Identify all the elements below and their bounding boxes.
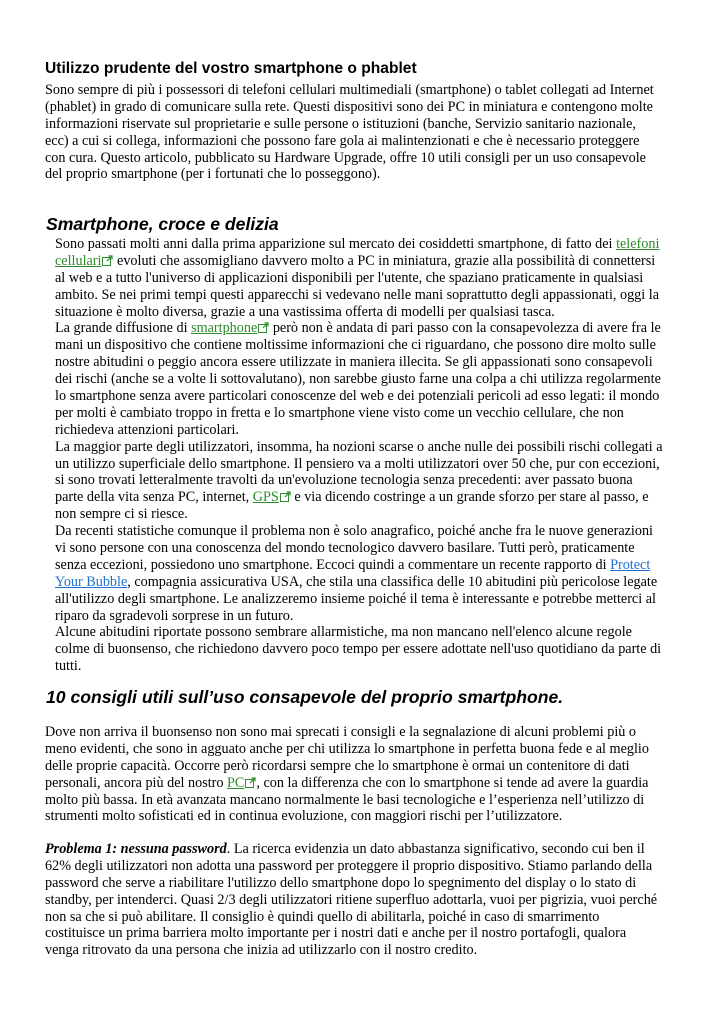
intro-paragraph — [45, 82, 654, 183]
intro-line: Sono sempre di più i possessori di telefoni cellulari multimediali (smartphone) o tablet collegati ad Internet — [45, 82, 654, 98]
external-link-icon[interactable] — [280, 490, 291, 507]
body-line: Alcune abitudini riportate possono sembrare allarmistiche, ma non mancano nell'elenco alcune regole — [55, 624, 632, 641]
body-line — [55, 489, 663, 506]
body-line: non sa che si può abilitare. Il consiglio è quindi quello di abilitarla, poiché in caso di smarrimento — [45, 908, 600, 925]
body-line: non sempre ci si riesce. — [55, 506, 188, 523]
body-line: per molti è cambiato troppo in fretta e lo smartphone viene visto come un vecchio cellulare, che non — [55, 404, 624, 421]
body-line: password che serve a riabilitare l'utilizzo dello smartphone dopo lo spegnimento del display o lo stato di — [45, 874, 637, 891]
text-run: , con la differenza che con lo smartphone si tende ad avere la guardia — [256, 774, 649, 791]
body-line — [55, 557, 663, 574]
body-line: 62% degli utilizzatori non adotta una password per proteggere il proprio dispositivo. Stiamo parlando della — [45, 857, 653, 874]
text-run: La grande diffusione di — [55, 320, 192, 337]
text-run: Sono passati molti anni dalla prima apparizione sul mercato dei cosiddetti smartphone, di fatto dei — [55, 236, 617, 252]
body-line: al web e a tutto l'universo di applicazioni disponibili per l'utente, che spaziano praticamente in qualsiasi — [55, 269, 644, 286]
text-run: senza eccezioni, possiedono uno smartphone. Eccoci quindi a commentare un recente rapporto di — [55, 556, 611, 573]
intro-line: con cura. Questo articolo, pubblicato su Hardware Upgrade, offre 10 utili consigli per un uso consapevole — [45, 149, 646, 166]
body-line — [55, 253, 663, 270]
text-run: però non è andata di pari passo con la consapevolezza di avere fra le — [269, 320, 661, 337]
body-line — [55, 236, 663, 253]
section-title-10-consigli: 10 consigli utili sull’uso consapevole del proprio smartphone. — [46, 687, 564, 707]
body-line: La maggior parte degli utilizzatori, insomma, ha nozioni scarse o anche nulle dei possibili rischi collegati a — [55, 438, 663, 455]
text-run: , compagnia assicurativa USA, che stila una classifica delle 10 abitudini più pericolose legate — [127, 573, 658, 590]
link-telefoni-cellulari[interactable]: telefoni — [616, 236, 660, 252]
body-line: si sono trovati letteralmente travolti da un'evoluzione tecnologia senza precedenti: aver passato buona — [55, 472, 633, 489]
problema-1-paragraph — [45, 841, 657, 959]
body-line: vi sono persone con una conoscenza del mondo tecnologico davvero basilare. Tutti però, praticamente — [55, 540, 635, 557]
text-run: personali, ancora più del nostro — [45, 774, 228, 791]
body-line: tutti. — [55, 658, 82, 675]
link-smartphone[interactable]: smartphone — [191, 320, 258, 337]
external-link-icon[interactable] — [245, 776, 256, 793]
body-line: colme di buonsenso, che richiedono davvero poco tempo per essere adottate nell'uso quotidiano da parte di — [55, 641, 662, 658]
section-title-croce-delizia: Smartphone, croce e delizia — [46, 214, 279, 234]
text-run: . La ricerca evidenzia un dato abbastanza significativo, secondo cui ben il — [226, 841, 645, 857]
body-line: dei rischi (anche se a volte li sottovalutano), non sarebbe giusto farne una colpa a chi utilizza regolarmente — [55, 371, 661, 388]
link-telefoni-cellulari[interactable]: cellulari — [55, 252, 102, 269]
text-run: e via dicendo costringe a un grande sforzo per stare al passo, e — [290, 489, 649, 506]
body-line: situazione è molto diversa, grazie a una vastissima offerta di modelli per qualsiasi tasca. — [55, 303, 555, 320]
body-line: riparo da sgradevoli sorprese in un futuro. — [55, 607, 294, 624]
body-line — [45, 775, 649, 792]
link-gps[interactable]: GPS — [252, 489, 279, 506]
text-run: parte della vita senza PC, internet, — [55, 489, 253, 506]
intro-line: informazioni riservate sul proprietarie e sulle persone o istituzioni (banche, Servizio sanitario nazionale, — [45, 115, 636, 132]
consigli-paragraph — [45, 724, 649, 825]
body-line: lo smartphone senza avere particolari conoscenze del web e dei potenziali pericoli ad esso legati: il mondo — [55, 388, 660, 405]
body-line: all'utilizzo degli smartphone. Le analizzeremo insieme poiché il tema è interessante e potrebbe metterci al — [55, 590, 656, 607]
problem-label: Problema 1: nessuna password — [45, 841, 227, 857]
link-protect-your-bubble[interactable]: Your Bubble — [55, 573, 128, 590]
body-line: molto più bassa. In età avanzata mancano normalmente le basi tecnologiche e l’esperienza nell’utilizzo di — [45, 791, 645, 808]
body-line: mani un dispositivo che contiene moltissime informazioni che ci riguardano, che possono dire molto sulle — [55, 337, 656, 354]
body-line — [45, 841, 657, 858]
body-line: venga ritrovato da una persona che inizia ad utilizzarlo con il nostro credito. — [45, 942, 478, 959]
body-line: Dove non arriva il buonsenso non sono mai sprecati i consigli e la segnalazione di alcuni problemi più o — [45, 724, 637, 740]
body-line: costituisce un prima barriera molto importante per i nostri dati e anche per il nostro portafogli, qualora — [45, 925, 627, 942]
intro-line: (phablet) in grado di comunicare sulla rete. Questi dispositivi sono dei PC in miniatura e contengono molte — [45, 98, 653, 115]
body-line — [55, 320, 663, 337]
section-title-utilizzo-prudente: Utilizzo prudente del vostro smartphone o phablet — [45, 60, 417, 77]
external-link-icon[interactable] — [102, 254, 113, 271]
intro-line: del proprio smartphone (per i fortunati che lo posseggono). — [45, 166, 381, 183]
text-run: evoluti che assomigliano davvero molto a PC in miniatura, grazie alla possibilità di connettersi — [113, 252, 656, 269]
body-line: standby, per intenderci. Quasi 2/3 degli utilizzatori ritiene superfluo adottarla, vuoi per pigrizia, vuoi perché — [45, 891, 658, 908]
body-line — [55, 574, 663, 591]
link-protect-your-bubble[interactable]: Protect — [610, 556, 651, 573]
external-link-icon[interactable] — [258, 321, 269, 338]
body-line: meno evidenti, che sono in agguato anche per chi utilizza lo smartphone in perfetta buona fede e al meglio — [45, 740, 649, 757]
link-pc[interactable]: PC — [227, 774, 245, 791]
body-line: strumenti molto sofisticati ed in continua evoluzione, con maggiori rischi per l’utilizzatore. — [45, 808, 563, 825]
intro-line: ecc) a cui si collega, informazioni che possono fare gola ai malintenzionati e che è necessario proteggere — [45, 132, 640, 149]
body-line: delle proprie capacità. Occorre però ricordarsi sempre che lo smartphone è ormai un contenitore di dati — [45, 757, 630, 774]
body-line: un utilizzo superficiale dello smartphone. Il pensiero va a molti utilizzatori over 50 che, pur con eccezioni, — [55, 455, 660, 472]
body-line: nostre abitudini o peggio ancora essere utilizzate in maniera illecita. Se gli appassionati sono consapevoli — [55, 354, 653, 371]
body-line: richiedeva attenzioni particolari. — [55, 421, 239, 438]
body-line: ambito. Se nei primi tempi questi apparecchi si vedevano nelle mani soprattutto degli appassionati, oggi la — [55, 286, 660, 303]
croce-delizia-paragraph — [55, 236, 663, 675]
body-line: Da recenti statistiche comunque il problema non è solo anagrafico, poiché anche fra le nuove generazioni — [55, 523, 653, 540]
